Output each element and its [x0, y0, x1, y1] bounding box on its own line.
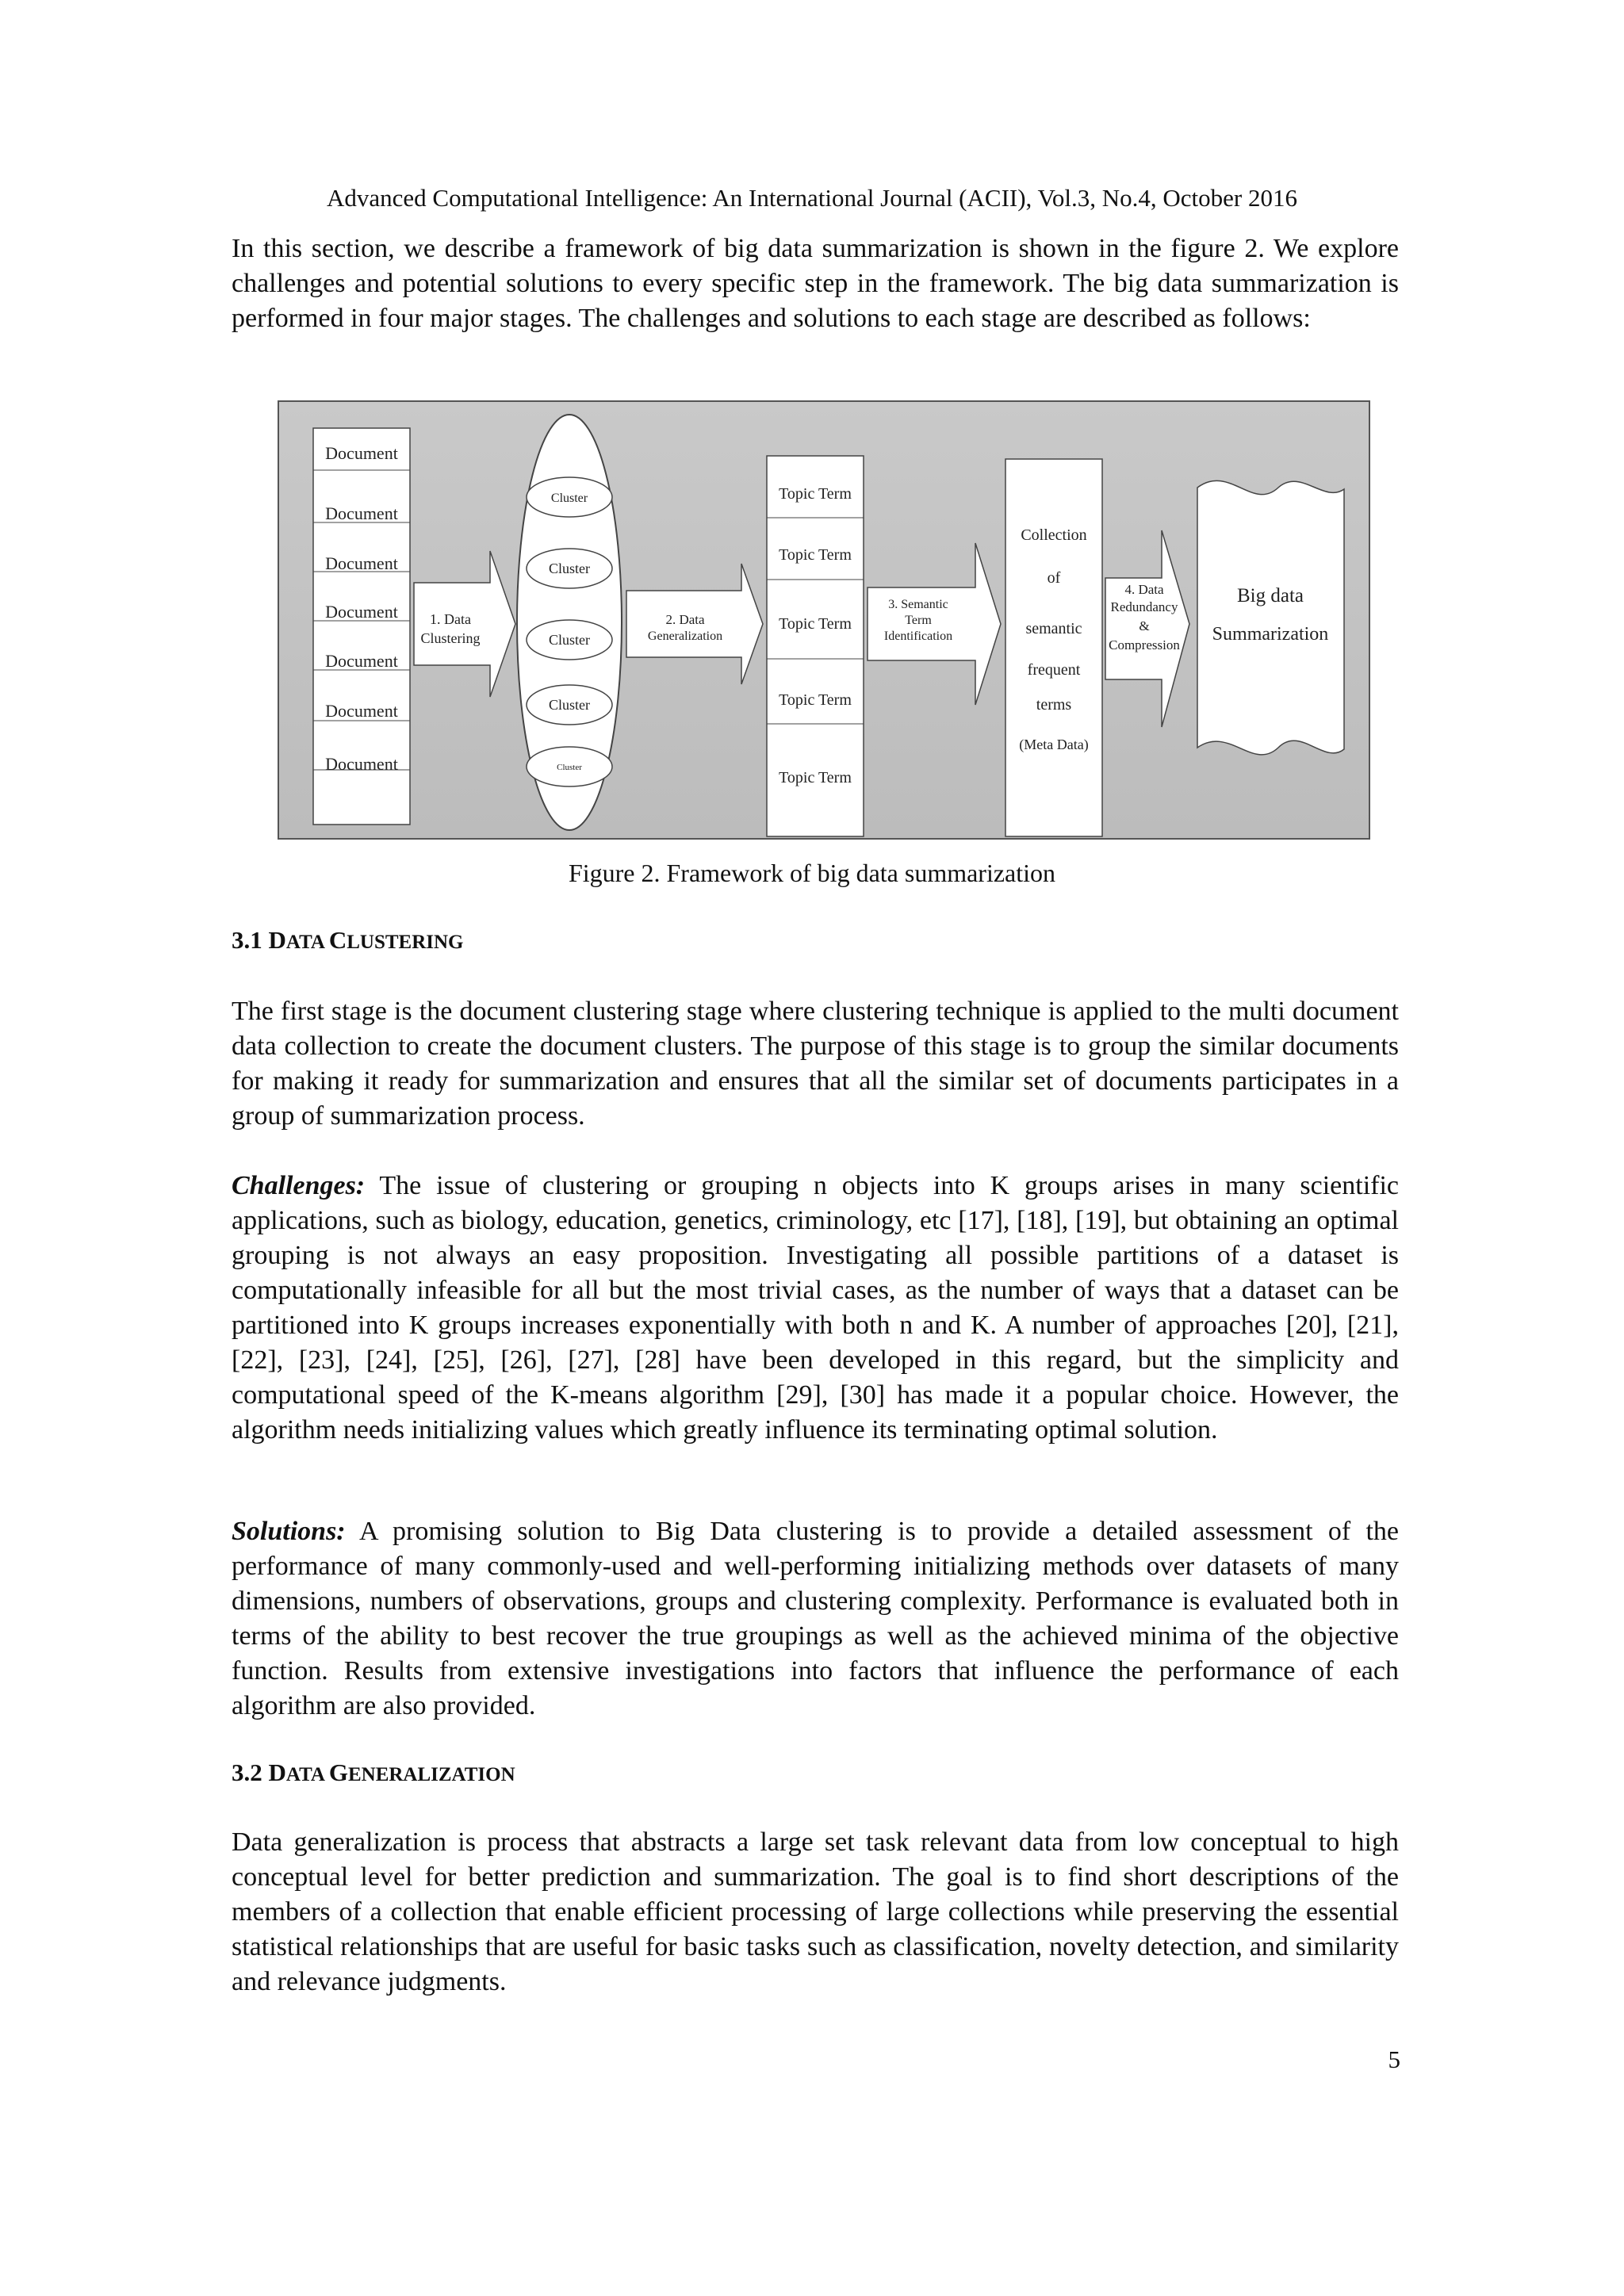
svg-text:Term: Term [905, 614, 932, 627]
svg-text:(Meta Data): (Meta Data) [1019, 737, 1089, 752]
topic-term-label-4: Topic Term [779, 691, 852, 709]
cluster-label-5: Cluster [557, 763, 582, 772]
document-label-5: Document [325, 651, 398, 671]
svg-text:Redundancy: Redundancy [1110, 599, 1178, 614]
topic-term-label-3: Topic Term [779, 615, 852, 633]
document-label-4: Document [325, 602, 398, 622]
document-label-1: Document [325, 443, 398, 463]
svg-text:of: of [1047, 569, 1061, 587]
document-label-2: Document [325, 503, 398, 523]
cluster-label-1: Cluster [550, 492, 588, 505]
document-label-3: Document [325, 553, 398, 573]
framework-figure [278, 400, 1370, 840]
solutions-paragraph: Solutions: A promising solution to Big Data clustering is to provide a detailed assessment of the performance of many commonly-used and well-performing initializing methods over datasets of many dimensions, numbers of observations, groups and clustering complexity. Performance is evaluated both in terms of the ability to best recover the true groupings as well as the achieved minima of the objective function. Results from extensive investigations into factors that influence the performance of each algorithm are also provided. [232, 1517, 1399, 1720]
svg-text:semantic: semantic [1025, 620, 1082, 637]
svg-text:Big data: Big data [1236, 585, 1304, 607]
section-3-1-paragraph: The first stage is the document clustering stage where clustering technique is applied to the multi document data collection to create the document clusters. The purpose of this stage is to group the similar documents for making it ready for summarization and ensures that all the similar set of documents participates in a group of summarization process. [232, 997, 1399, 1131]
svg-text:terms: terms [1036, 696, 1072, 714]
svg-text:1. Data: 1. Data [430, 611, 471, 627]
topic-term-label-2: Topic Term [779, 546, 852, 564]
cluster-ellipse [517, 415, 622, 830]
intro-paragraph: In this section, we describe a framework of big data summarization is shown in the figure 2. We explore challenges and potential solutions to every specific step in the framework. The big data summarization is performed in four major stages. The challenges and solutions to each stage are described as follows: [232, 234, 1399, 333]
collection-box [1005, 459, 1102, 836]
figure-caption: Figure 2. Framework of big data summarization [568, 859, 1056, 887]
svg-text:2. Data: 2. Data [665, 612, 705, 627]
svg-text:frequent: frequent [1027, 661, 1081, 679]
svg-text:Compression: Compression [1109, 637, 1180, 652]
section-3-2-paragraph: Data generalization is process that abstracts a large set task relevant data from low conceptual to high conceptual level for better prediction and summarization. The goal is to find short descriptions of the members of a collection that enable efficient processing of large collections while preserving the essential statistical relationships that are useful for basic tasks such as classification, novelty detection, and similarity and relevance judgments. [232, 1827, 1399, 1996]
section-3-1-title: 3.1 DATA CLUSTERING [232, 926, 464, 954]
topic-term-column [767, 456, 864, 836]
svg-text:3. Semantic: 3. Semantic [888, 598, 948, 611]
challenges-label: Challenges: [232, 1171, 366, 1200]
topic-term-label-1: Topic Term [779, 485, 852, 503]
svg-text:Generalization: Generalization [647, 629, 723, 643]
svg-text:Summarization: Summarization [1212, 624, 1329, 645]
cluster-label-3: Cluster [549, 632, 590, 648]
running-header: Advanced Computational Intelligence: An International Journal (ACII), Vol.3, No.4, October 2016 [327, 184, 1297, 212]
svg-text:&: & [1139, 618, 1150, 633]
cluster-label-4: Cluster [549, 697, 590, 713]
page-number: 5 [1388, 2045, 1400, 2073]
cluster-label-2: Cluster [549, 561, 590, 576]
document-column [313, 428, 410, 825]
document-label-7: Document [325, 754, 398, 774]
svg-text:Identification: Identification [883, 629, 953, 643]
svg-text:Clustering: Clustering [420, 630, 481, 646]
big-data-summarization-output [1197, 480, 1344, 755]
document-label-6: Document [325, 701, 398, 721]
svg-text:4. Data: 4. Data [1124, 582, 1164, 597]
topic-term-label-5: Topic Term [779, 769, 852, 786]
section-3-2-title: 3.2 DATA GENERALIZATION [232, 1758, 515, 1786]
solutions-label: Solutions: [232, 1517, 346, 1546]
svg-text:Collection: Collection [1021, 526, 1087, 544]
challenges-paragraph: Challenges: The issue of clustering or grouping n objects into K groups arises in many scientific applications, such as biology, education, genetics, criminology, etc [17], [18], [19], but obtaining an optimal grouping is not always an easy proposition. Investigating all possible partitions of a dataset is computationally infeasible for all but the most trivial cases, as the number of ways that a dataset can be partitioned into K groups increases exponentially with both n and K. A number of approaches [20], [21], [22], [23], [24], [25], [26], [27], [28] have been developed in this regard, but the simplicity and computational speed of the K-means algorithm [29], [30] has made it a popular choice. However, the algorithm needs initializing values which greatly influence its terminating optimal solution. [232, 1171, 1399, 1445]
